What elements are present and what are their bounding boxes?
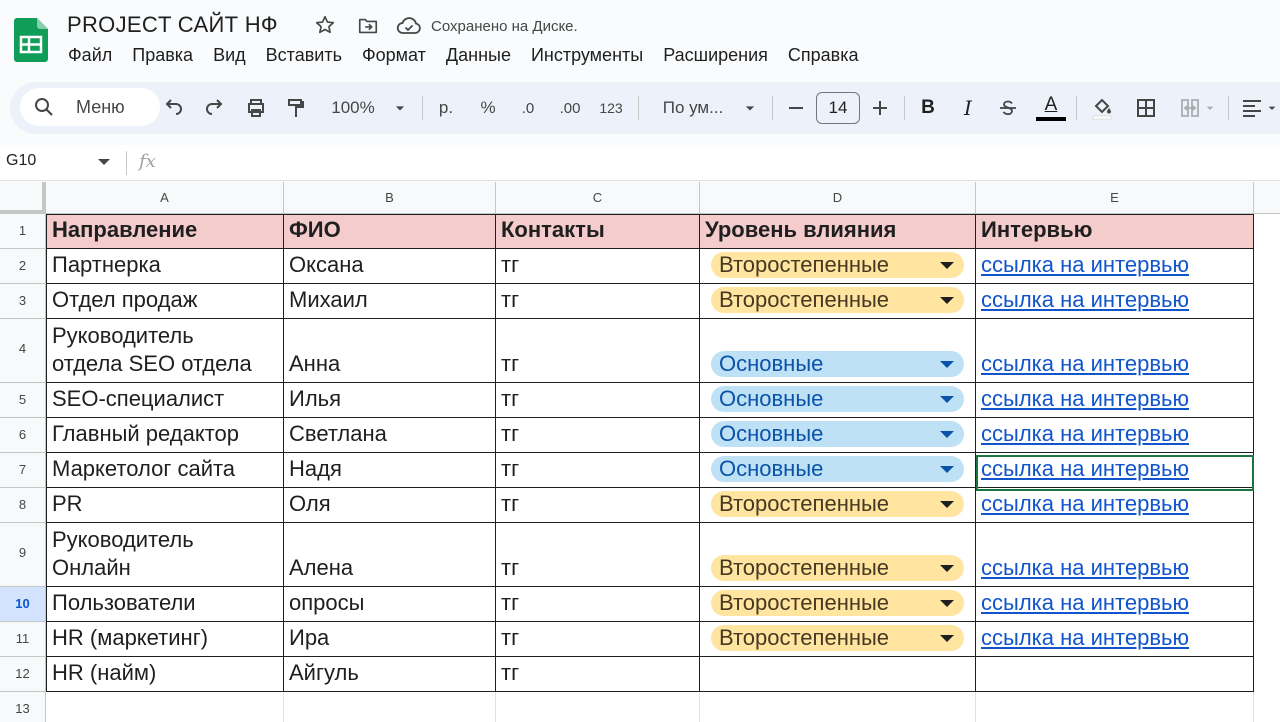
cell-influence[interactable] <box>700 622 976 657</box>
merge-caret-icon <box>1202 100 1218 116</box>
formula-bar <box>0 145 1280 181</box>
zoom-caret-icon[interactable] <box>390 94 410 122</box>
cell-name[interactable]: Светлана <box>284 418 496 453</box>
cell-contacts[interactable]: тг <box>496 523 700 587</box>
table-row <box>0 692 1280 722</box>
influence-dropdown-chip[interactable]: Второстепенные <box>711 252 964 278</box>
table-row <box>0 284 1280 319</box>
spreadsheet-grid[interactable] <box>0 182 1280 722</box>
column-header-d[interactable]: D <box>700 182 976 214</box>
cell-contacts[interactable]: тг <box>496 657 700 692</box>
cell-name[interactable]: Оля <box>284 488 496 523</box>
cell-direction[interactable]: Пользователи <box>46 587 284 622</box>
toolbar-divider <box>1228 96 1229 120</box>
cell-interview[interactable] <box>976 418 1254 453</box>
cell-name[interactable]: Михаил <box>284 284 496 319</box>
row-header[interactable]: 1 <box>0 214 46 249</box>
interview-link[interactable]: ссылка на интервью <box>981 351 1189 376</box>
column-header-a[interactable]: A <box>46 182 284 214</box>
interview-link[interactable]: ссылка на интервью <box>981 555 1189 580</box>
cell-interview[interactable] <box>976 523 1254 587</box>
row-header[interactable]: 4 <box>0 319 46 383</box>
cell-contacts[interactable]: тг <box>496 383 700 418</box>
cell-influence[interactable] <box>700 383 976 418</box>
cell-interview[interactable] <box>976 488 1254 523</box>
dropdown-caret-icon[interactable] <box>940 396 954 403</box>
row-header[interactable]: 2 <box>0 249 46 284</box>
cell-contacts[interactable]: тг <box>496 453 700 488</box>
dropdown-caret-icon[interactable] <box>940 431 954 438</box>
cell-interview[interactable] <box>976 657 1254 692</box>
cell-name[interactable] <box>284 692 496 722</box>
column-header-row <box>0 182 1280 214</box>
print-button[interactable] <box>242 94 270 122</box>
header-cell-contacts[interactable]: Контакты <box>496 214 700 249</box>
dropdown-caret-icon[interactable] <box>940 565 954 572</box>
influence-dropdown-chip[interactable]: Второстепенные <box>711 625 964 651</box>
text-color-letter: A <box>1044 94 1058 115</box>
influence-dropdown-chip[interactable]: Основные <box>711 456 964 482</box>
cell-contacts[interactable]: тг <box>496 319 700 383</box>
cell-direction[interactable]: HR (найм) <box>46 657 284 692</box>
table-row <box>0 587 1280 622</box>
table-row <box>0 319 1280 383</box>
cloud-saved-icon[interactable] <box>396 15 422 37</box>
cell-direction[interactable]: Партнерка <box>46 249 284 284</box>
column-header-e[interactable]: E <box>976 182 1254 214</box>
interview-link[interactable]: ссылка на интервью <box>981 386 1189 411</box>
table-row <box>0 453 1280 488</box>
header-cell-name[interactable]: ФИО <box>284 214 496 249</box>
text-color-button[interactable] <box>1036 94 1066 122</box>
cell-influence[interactable] <box>700 587 976 622</box>
decrease-font-size-button[interactable] <box>784 94 808 122</box>
cell-direction[interactable]: Руководитель отдела SEO отдела <box>46 319 284 383</box>
cell-direction[interactable]: Отдел продаж <box>46 284 284 319</box>
cell-direction[interactable]: SEO-специалист <box>46 383 284 418</box>
redo-icon <box>202 96 226 120</box>
table-header-row <box>0 214 1280 249</box>
header-cell-direction[interactable]: Направление <box>46 214 284 249</box>
move-to-folder-icon[interactable] <box>357 15 379 37</box>
merge-cells-icon <box>1178 96 1202 120</box>
increase-decimal-button[interactable]: .00 <box>559 99 581 117</box>
minus-icon <box>784 96 808 120</box>
star-icon[interactable] <box>314 14 336 36</box>
cell-interview[interactable] <box>976 284 1254 319</box>
cell-influence[interactable] <box>700 488 976 523</box>
cell-interview[interactable] <box>976 622 1254 657</box>
name-box-caret-icon[interactable] <box>98 159 110 165</box>
cell-interview[interactable] <box>976 383 1254 418</box>
cell-contacts[interactable]: тг <box>496 418 700 453</box>
save-status: Сохранено на Диске. <box>431 18 578 35</box>
table-row <box>0 249 1280 284</box>
undo-icon <box>162 96 186 120</box>
font-caret-icon[interactable] <box>740 94 760 122</box>
number-format-button[interactable]: 123 <box>599 100 623 116</box>
cell-influence[interactable] <box>700 657 976 692</box>
menu-data[interactable]: Данные <box>445 45 511 65</box>
cell-contacts[interactable] <box>496 692 700 722</box>
menu-insert[interactable]: Вставить <box>265 45 342 65</box>
font-select[interactable]: По ум... <box>662 98 724 117</box>
paint-bucket-icon <box>1090 96 1114 120</box>
table-row <box>0 657 1280 692</box>
dropdown-caret-icon[interactable] <box>940 600 954 607</box>
app-header <box>0 0 1280 78</box>
cell-direction[interactable]: PR <box>46 488 284 523</box>
italic-button[interactable]: I <box>964 96 972 120</box>
currency-format-button[interactable]: р. <box>438 98 454 117</box>
influence-dropdown-chip[interactable]: Второстепенные <box>711 555 964 581</box>
font-size-input[interactable]: 14 <box>816 92 860 124</box>
cell-interview[interactable] <box>976 692 1254 722</box>
document-title[interactable]: PROJECT САЙТ НФ <box>67 12 278 37</box>
interview-link[interactable]: ссылка на интервью <box>981 590 1189 615</box>
influence-dropdown-chip[interactable]: Основные <box>711 421 964 447</box>
cell-name[interactable]: Алена <box>284 523 496 587</box>
row-header[interactable]: 11 <box>0 622 46 657</box>
menu-search-label: Меню <box>76 97 125 117</box>
cell-influence[interactable] <box>700 418 976 453</box>
menu-view[interactable]: Вид <box>213 45 246 65</box>
dropdown-caret-icon[interactable] <box>940 262 954 269</box>
cell-name[interactable]: Оксана <box>284 249 496 284</box>
row-header[interactable]: 5 <box>0 383 46 418</box>
menu-edit[interactable]: Правка <box>132 45 194 65</box>
cell-interview[interactable] <box>976 587 1254 622</box>
paint-format-icon <box>284 96 308 120</box>
cell-influence[interactable] <box>700 284 976 319</box>
influence-dropdown-chip[interactable]: Основные <box>711 386 964 412</box>
select-all-corner[interactable] <box>0 182 46 214</box>
cell-name[interactable]: Айгуль <box>284 657 496 692</box>
menu-file[interactable]: Файл <box>68 45 113 65</box>
cell-interview[interactable] <box>976 453 1254 488</box>
table-row <box>0 383 1280 418</box>
interview-link[interactable]: ссылка на интервью <box>981 456 1189 481</box>
dropdown-caret-icon[interactable] <box>940 361 954 368</box>
cell-name[interactable]: Илья <box>284 383 496 418</box>
interview-link[interactable]: ссылка на интервью <box>981 252 1189 277</box>
cell-direction[interactable]: Главный редактор <box>46 418 284 453</box>
cell-influence[interactable] <box>700 692 976 722</box>
menu-format[interactable]: Формат <box>361 45 426 65</box>
bold-button[interactable]: B <box>921 97 935 118</box>
cell-direction[interactable]: Маркетолог сайта <box>46 453 284 488</box>
align-left-icon <box>1240 96 1264 120</box>
toolbar-divider <box>772 96 773 120</box>
undo-button[interactable] <box>160 94 188 122</box>
align-caret-icon <box>1264 100 1280 116</box>
cell-name[interactable]: Ира <box>284 622 496 657</box>
strikethrough-button[interactable] <box>996 94 1020 122</box>
interview-link[interactable]: ссылка на интервью <box>981 287 1189 312</box>
paint-format-button[interactable] <box>282 94 310 122</box>
sheets-logo-icon[interactable] <box>14 18 48 62</box>
horizontal-align-button[interactable] <box>1238 94 1280 122</box>
row-header[interactable]: 6 <box>0 418 46 453</box>
search-icon <box>34 97 54 117</box>
menu-search[interactable] <box>20 88 160 126</box>
column-header-b[interactable]: B <box>284 182 496 214</box>
cell-contacts[interactable]: тг <box>496 587 700 622</box>
cell-influence[interactable] <box>700 453 976 488</box>
row-header[interactable]: 10 <box>0 587 46 622</box>
table-row <box>0 523 1280 587</box>
cell-contacts[interactable]: тг <box>496 488 700 523</box>
influence-dropdown-chip[interactable]: Основные <box>711 351 964 377</box>
dropdown-caret-icon[interactable] <box>940 501 954 508</box>
cell-direction[interactable]: HR (маркетинг) <box>46 622 284 657</box>
zoom-select[interactable]: 100% <box>331 98 375 117</box>
fx-icon: fx <box>139 151 156 172</box>
name-box[interactable]: G10 <box>6 152 37 169</box>
dropdown-caret-icon[interactable] <box>940 466 954 473</box>
row-header[interactable]: 9 <box>0 523 46 587</box>
toolbar-divider <box>422 96 423 120</box>
interview-link[interactable]: ссылка на интервью <box>981 421 1189 446</box>
table-row <box>0 488 1280 523</box>
menu-bar <box>58 45 869 66</box>
cell-direction[interactable] <box>46 692 284 722</box>
borders-button[interactable] <box>1132 94 1160 122</box>
toolbar-divider <box>1076 96 1077 120</box>
cell-interview[interactable] <box>976 249 1254 284</box>
menu-help[interactable]: Справка <box>787 45 859 65</box>
row-header[interactable]: 8 <box>0 488 46 523</box>
header-cell-influence[interactable]: Уровень влияния <box>700 214 976 249</box>
interview-link[interactable]: ссылка на интервью <box>981 491 1189 516</box>
formula-bar-divider <box>126 151 127 175</box>
fill-color-button[interactable] <box>1088 94 1116 122</box>
dropdown-caret-icon[interactable] <box>940 297 954 304</box>
row-header[interactable]: 13 <box>0 692 46 722</box>
print-icon <box>244 96 268 120</box>
cell-name[interactable]: опросы <box>284 587 496 622</box>
cell-influence[interactable] <box>700 319 976 383</box>
influence-dropdown-chip[interactable]: Второстепенные <box>711 491 964 517</box>
toolbar-divider <box>638 96 639 120</box>
strikethrough-icon <box>996 96 1020 120</box>
header-cell-interview[interactable]: Интервью <box>976 214 1254 249</box>
cell-interview[interactable] <box>976 319 1254 383</box>
row-header[interactable]: 7 <box>0 453 46 488</box>
percent-format-button[interactable]: % <box>480 98 496 117</box>
merge-cells-button[interactable] <box>1174 94 1222 122</box>
column-header-c[interactable]: C <box>496 182 700 214</box>
toolbar-divider <box>904 96 905 120</box>
influence-dropdown-chip[interactable]: Второстепенные <box>711 287 964 313</box>
row-header[interactable]: 3 <box>0 284 46 319</box>
table-row <box>0 418 1280 453</box>
menu-extensions[interactable]: Расширения <box>663 45 768 65</box>
increase-font-size-button[interactable] <box>868 94 892 122</box>
dropdown-caret-icon[interactable] <box>940 635 954 642</box>
toolbar <box>10 82 1280 134</box>
cell-influence[interactable] <box>700 523 976 587</box>
text-color-swatch <box>1036 117 1066 121</box>
row-header[interactable]: 12 <box>0 657 46 692</box>
table-row <box>0 622 1280 657</box>
influence-dropdown-chip[interactable]: Второстепенные <box>711 590 964 616</box>
cell-contacts[interactable]: тг <box>496 622 700 657</box>
cell-influence[interactable] <box>700 249 976 284</box>
borders-icon <box>1134 96 1158 120</box>
cell-name[interactable]: Надя <box>284 453 496 488</box>
decrease-decimal-button[interactable]: .0 <box>521 99 535 117</box>
cell-contacts[interactable]: тг <box>496 284 700 319</box>
cell-name[interactable]: Анна <box>284 319 496 383</box>
menu-tools[interactable]: Инструменты <box>530 45 644 65</box>
cell-contacts[interactable]: тг <box>496 249 700 284</box>
plus-icon <box>868 96 892 120</box>
interview-link[interactable]: ссылка на интервью <box>981 625 1189 650</box>
redo-button[interactable] <box>200 94 228 122</box>
cell-direction[interactable]: Руководитель Онлайн <box>46 523 284 587</box>
